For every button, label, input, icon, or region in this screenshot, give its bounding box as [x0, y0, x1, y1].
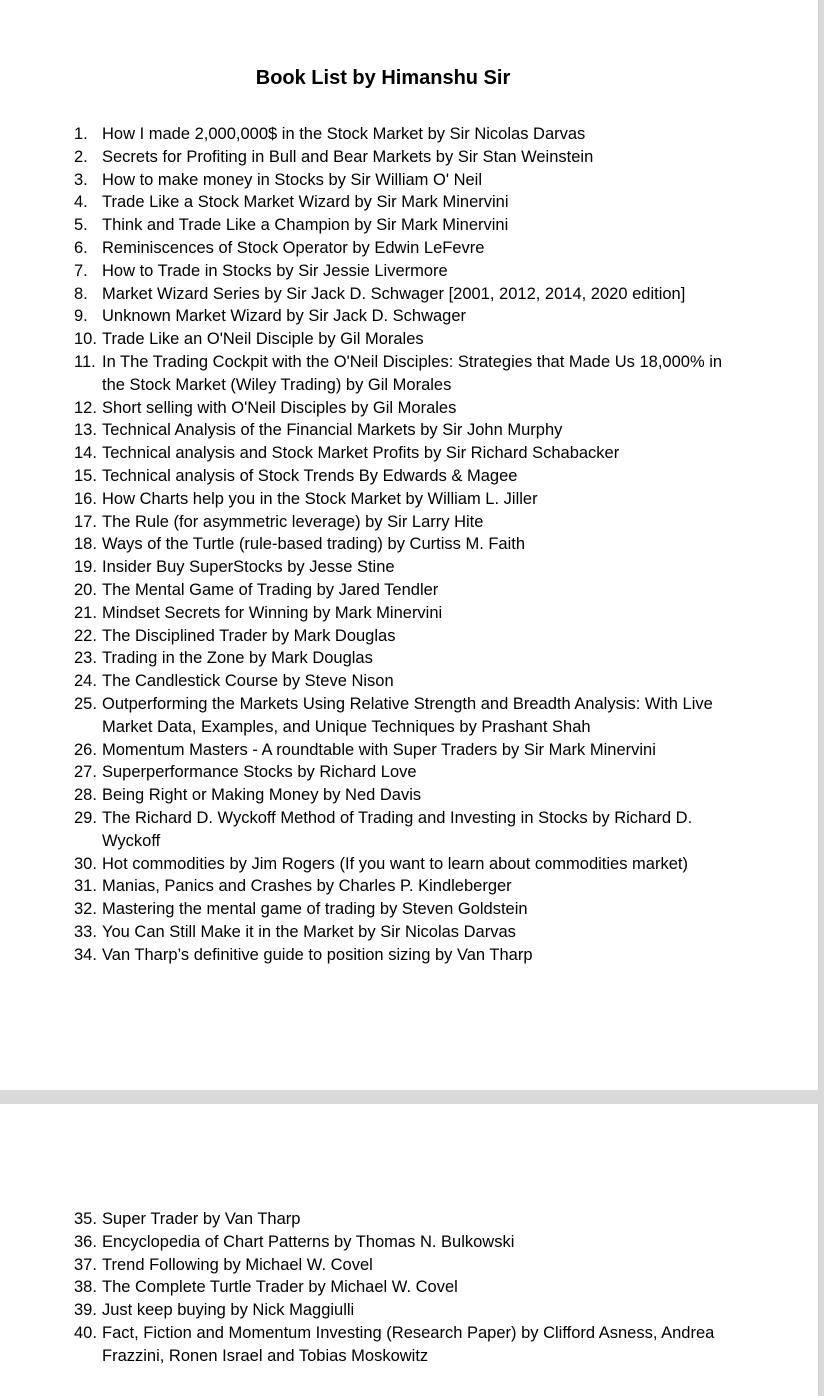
book-list-item	[74, 533, 734, 556]
book-title: Trade Like a Stock Market Wizard by Sir Mark Minervini	[102, 193, 509, 212]
book-number: 36.	[74, 1232, 97, 1251]
book-title: The Candlestick Course by Steve Nison	[102, 672, 394, 691]
book-title: Being Right or Making Money by Ned Davis	[102, 786, 422, 805]
book-list-item	[74, 807, 734, 853]
book-title: Trading in the Zone by Mark Douglas	[102, 649, 373, 668]
book-list-item	[74, 875, 734, 898]
book-title: How Charts help you in the Stock Market by William L. Jiller	[102, 489, 538, 508]
book-title: Short selling with O'Neil Disciples by Gil Morales	[102, 398, 457, 417]
book-number: 9.	[74, 307, 88, 326]
book-title: Just keep buying by Nick Maggiulli	[102, 1301, 355, 1320]
book-list-item	[74, 169, 734, 192]
book-list-item	[74, 602, 734, 625]
book-title: Mindset Secrets for Winning by Mark Minervini	[102, 603, 443, 622]
book-number: 10.	[74, 330, 97, 349]
book-number: 17.	[74, 512, 97, 531]
book-number: 24.	[74, 672, 97, 691]
book-number: 39.	[74, 1301, 97, 1320]
book-title: Technical Analysis of the Financial Markets by Sir John Murphy	[102, 421, 563, 440]
book-list-item	[74, 237, 734, 260]
book-list-item	[74, 214, 734, 237]
book-number: 37.	[74, 1255, 97, 1274]
book-number: 23.	[74, 649, 97, 668]
book-number: 13.	[74, 421, 97, 440]
book-title: Secrets for Profiting in Bull and Bear Markets by Sir Stan Weinstein	[102, 147, 594, 166]
book-list-item	[74, 921, 734, 944]
book-title: Insider Buy SuperStocks by Jesse Stine	[102, 558, 395, 577]
book-number: 28.	[74, 786, 97, 805]
book-number: 31.	[74, 877, 97, 896]
book-list-item	[74, 351, 734, 397]
book-title: Encyclopedia of Chart Patterns by Thomas N. Bulkowski	[102, 1232, 515, 1251]
book-number: 11.	[74, 352, 96, 371]
book-title: Technical analysis and Stock Market Profits by Sir Richard Schabacker	[102, 444, 620, 463]
book-title: Fact, Fiction and Momentum Investing (Research Paper) by Clifford Asness, Andrea Frazzini, Ronen Israel and Tobias Moskowitz	[102, 1323, 715, 1365]
book-title: The Richard D. Wyckoff Method of Trading and Investing in Stocks by Richard D. Wyckoff	[102, 808, 693, 850]
book-list-item	[74, 123, 734, 146]
book-number: 5.	[74, 216, 88, 235]
book-list-item	[74, 625, 734, 648]
book-title: Reminiscences of Stock Operator by Edwin LeFevre	[102, 238, 485, 257]
book-list-item	[74, 488, 734, 511]
book-number: 19.	[74, 558, 97, 577]
book-title: Super Trader by Van Tharp	[102, 1210, 301, 1228]
book-number: 7.	[74, 261, 88, 280]
book-number: 20.	[74, 580, 97, 599]
book-list-item	[74, 260, 734, 283]
book-number: 35.	[74, 1210, 97, 1228]
book-number: 4.	[74, 193, 88, 212]
book-title: Van Tharp’s definitive guide to position sizing by Van Tharp	[102, 945, 533, 964]
book-number: 32.	[74, 900, 97, 919]
book-list-item	[74, 944, 734, 967]
book-list-item	[74, 305, 734, 328]
book-number: 30.	[74, 854, 97, 873]
book-number: 29.	[74, 808, 97, 827]
book-title: Outperforming the Markets Using Relative Strength and Breadth Analysis: With Live Market Data, Examples, and Unique Techniques by Prashant Shah	[102, 694, 713, 736]
book-list-item	[74, 511, 734, 534]
book-number: 27.	[74, 763, 97, 782]
book-list-item	[74, 442, 734, 465]
book-title: The Complete Turtle Trader by Michael W. Covel	[102, 1278, 458, 1297]
book-number: 12.	[74, 398, 97, 417]
book-title: Ways of the Turtle (rule-based trading) by Curtiss M. Faith	[102, 535, 526, 554]
book-list-item	[74, 146, 734, 169]
book-title: How I made 2,000,000$ in the Stock Market by Sir Nicolas Darvas	[102, 125, 586, 143]
book-number: 34.	[74, 945, 97, 964]
book-title: How to Trade in Stocks by Sir Jessie Livermore	[102, 261, 448, 280]
book-title: The Rule (for asymmetric leverage) by Sir Larry Hite	[102, 512, 484, 531]
book-title: In The Trading Cockpit with the O'Neil Disciples: Strategies that Made Us 18,000% in the Stock Market (Wiley Trading) by Gil Morales	[102, 352, 723, 394]
book-list-item	[74, 1276, 734, 1299]
document-page-2	[0, 1104, 819, 1396]
book-number: 14.	[74, 444, 97, 463]
book-list-item	[74, 419, 734, 442]
book-title: Hot commodities by Jim Rogers (If you want to learn about commodities market)	[102, 854, 688, 873]
book-list-item	[74, 1231, 734, 1254]
book-title: Momentum Masters - A roundtable with Super Traders by Sir Mark Minervini	[102, 740, 656, 759]
book-number: 38.	[74, 1278, 97, 1297]
book-number: 16.	[74, 489, 97, 508]
book-list-item	[74, 1208, 734, 1231]
book-title: Technical analysis of Stock Trends By Edwards & Magee	[102, 466, 518, 485]
book-number: 6.	[74, 238, 88, 257]
book-number: 26.	[74, 740, 97, 759]
book-title: Trade Like an O'Neil Disciple by Gil Morales	[102, 330, 424, 349]
book-title: Mastering the mental game of trading by Steven Goldstein	[102, 900, 528, 919]
book-list-item	[74, 328, 734, 351]
book-list-item	[74, 739, 734, 762]
document-title: Book List by Himanshu Sir	[255, 67, 511, 89]
book-list-item	[74, 784, 734, 807]
book-title: Unknown Market Wizard by Sir Jack D. Schwager	[102, 307, 467, 326]
book-list-item	[74, 670, 734, 693]
book-list-item	[74, 191, 734, 214]
book-list-item	[74, 465, 734, 488]
book-title: The Mental Game of Trading by Jared Tendler	[102, 580, 439, 599]
book-list-item	[74, 761, 734, 784]
book-title: Trend Following by Michael W. Covel	[102, 1255, 373, 1274]
book-list-item	[74, 898, 734, 921]
book-list-item	[74, 1299, 734, 1322]
book-list-item	[74, 283, 734, 306]
book-title: Market Wizard Series by Sir Jack D. Schwager [2001, 2012, 2014, 2020 edition]	[102, 284, 686, 303]
book-list-item	[74, 579, 734, 602]
book-number: 2.	[74, 147, 88, 166]
book-title: You Can Still Make it in the Market by Sir Nicolas Darvas	[102, 922, 516, 941]
book-title: Manias, Panics and Crashes by Charles P. Kindleberger	[102, 877, 512, 896]
book-number: 18.	[74, 535, 97, 554]
book-number: 25.	[74, 694, 97, 713]
book-list-page-2	[74, 1208, 734, 1368]
book-list-item	[74, 647, 734, 670]
book-title: How to make money in Stocks by Sir William O' Neil	[102, 170, 482, 189]
book-title: The Disciplined Trader by Mark Douglas	[102, 626, 396, 645]
book-list-item	[74, 853, 734, 876]
book-number: 15.	[74, 466, 97, 485]
book-number: 1.	[74, 125, 88, 143]
book-title: Think and Trade Like a Champion by Sir Mark Minervini	[102, 216, 509, 235]
book-number: 8.	[74, 284, 88, 303]
book-title: Superperformance Stocks by Richard Love	[102, 763, 417, 782]
book-number: 33.	[74, 922, 97, 941]
book-number: 3.	[74, 170, 88, 189]
book-list-page-1	[74, 123, 734, 966]
book-list-item	[74, 397, 734, 420]
book-list-item	[74, 1322, 734, 1368]
book-list-item	[74, 693, 734, 739]
book-list-item	[74, 556, 734, 579]
book-number: 22.	[74, 626, 97, 645]
book-list-item	[74, 1254, 734, 1277]
book-number: 40.	[74, 1323, 97, 1342]
book-number: 21.	[74, 603, 97, 622]
